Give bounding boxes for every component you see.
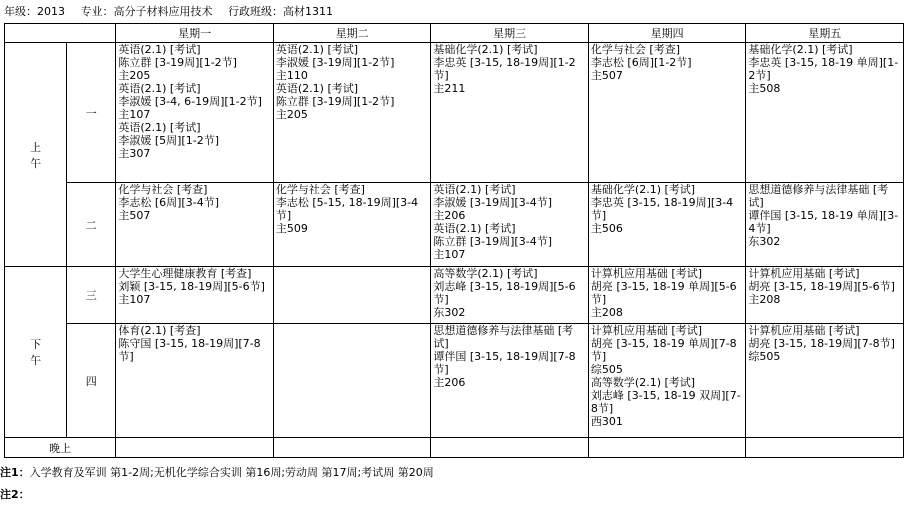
schedule-cell <box>273 267 431 324</box>
course-room: 主107 <box>118 293 151 306</box>
course-room: 主206 <box>433 209 466 222</box>
schedule-cell <box>431 267 589 324</box>
course-entry <box>118 121 271 160</box>
schedule-cell <box>746 183 904 267</box>
schedule-cell <box>431 183 589 267</box>
course-title: 基础化学(2.1) [考试] <box>748 43 853 56</box>
day-header-row <box>5 24 904 43</box>
course-teacher-weeks: 胡亮 [3-15, 18-19 单周][5-6节] <box>590 280 737 306</box>
schedule-cell <box>588 438 746 458</box>
timetable-header <box>0 0 904 23</box>
course-title: 英语(2.1) [考试] <box>118 121 201 134</box>
day-header: 星期二 <box>273 24 431 43</box>
course-room: 主507 <box>118 209 151 222</box>
course-teacher-weeks: 胡亮 [3-15, 18-19周][7-8节] <box>748 337 895 350</box>
course-room: 主208 <box>748 293 781 306</box>
course-title: 英语(2.1) [考试] <box>275 43 359 56</box>
course-teacher-weeks: 陈守国 [3-15, 18-19周][7-8节] <box>118 337 261 363</box>
schedule-cell <box>746 324 904 438</box>
course-title: 思想道德修养与法律基础 [考试] <box>433 324 574 350</box>
course-teacher-weeks: 刘颖 [3-15, 18-19周][5-6节] <box>118 280 265 293</box>
course-title: 化学与社会 [考查] <box>590 43 680 56</box>
course-room: 主110 <box>275 69 308 82</box>
schedule-cell <box>588 183 746 267</box>
course-title: 英语(2.1) [考试] <box>118 82 201 95</box>
course-room: 主206 <box>433 376 466 389</box>
period-row <box>5 267 904 324</box>
course-teacher-weeks: 刘志峰 [3-15, 18-19 双周][7-8节] <box>590 389 741 415</box>
note-2 <box>0 486 30 502</box>
evening-row <box>5 438 904 458</box>
course-entry <box>748 324 901 363</box>
session-afternoon: 下 午 <box>5 267 67 438</box>
course-teacher-weeks: 谭伴国 [3-15, 18-19 单周][3-4节] <box>748 209 899 235</box>
course-entry <box>118 43 271 82</box>
day-header: 星期三 <box>431 24 589 43</box>
period-label: 二 <box>67 183 116 267</box>
grade-label: 年级：2013 <box>4 5 65 18</box>
course-room: 主205 <box>275 108 308 121</box>
schedule-cell <box>431 324 589 438</box>
course-room: 综505 <box>590 363 623 376</box>
course-teacher-weeks: 陈立群 [3-19周][3-4节] <box>433 235 552 248</box>
course-room: 西301 <box>590 415 623 428</box>
schedule-cell <box>746 438 904 458</box>
major-label: 专业：高分子材料应用技术 <box>80 5 213 18</box>
schedule-cell <box>431 43 589 183</box>
course-entry <box>118 183 271 222</box>
note-2-label: 注2： <box>0 488 30 501</box>
course-room: 主507 <box>590 69 623 82</box>
timetable <box>4 23 904 458</box>
course-teacher-weeks: 刘志峰 [3-15, 18-19周][5-6节] <box>433 280 576 306</box>
schedule-cell <box>746 267 904 324</box>
course-entry <box>276 183 429 235</box>
course-teacher-weeks: 胡亮 [3-15, 18-19 单周][7-8节] <box>590 337 737 363</box>
course-teacher-weeks: 李忠英 [3-15, 18-19周][3-4节] <box>590 196 734 222</box>
schedule-cell <box>116 267 274 324</box>
course-title: 化学与社会 [考查] <box>275 183 365 196</box>
class-label: 行政班级：高材1311 <box>228 5 333 18</box>
course-teacher-weeks: 李志松 [6周][3-4节] <box>118 196 219 209</box>
note-1 <box>0 464 434 480</box>
course-title: 思想道德修养与法律基础 [考试] <box>748 183 889 209</box>
schedule-cell <box>273 183 431 267</box>
course-room: 主208 <box>590 306 623 319</box>
course-room: 主509 <box>275 222 308 235</box>
schedule-cell <box>746 43 904 183</box>
day-header: 星期五 <box>746 24 904 43</box>
course-teacher-weeks: 李志松 [6周][1-2节] <box>590 56 692 69</box>
course-title: 计算机应用基础 [考试] <box>748 267 860 280</box>
period-label: 三 <box>67 267 116 324</box>
course-teacher-weeks: 陈立群 [3-19周][1-2节] <box>275 95 395 108</box>
schedule-cell <box>588 43 746 183</box>
schedule-cell <box>588 324 746 438</box>
course-entry <box>433 43 586 95</box>
course-title: 计算机应用基础 [考试] <box>590 267 702 280</box>
course-entry <box>591 183 744 235</box>
course-title: 体育(2.1) [考查] <box>118 324 201 337</box>
course-teacher-weeks: 李淑媛 [5周][1-2节] <box>118 134 219 147</box>
course-entry <box>591 43 744 82</box>
session-evening: 晚上 <box>5 438 116 458</box>
period-label: 一 <box>67 43 116 183</box>
course-title: 英语(2.1) [考试] <box>275 82 359 95</box>
course-entry <box>433 267 586 319</box>
course-room: 主506 <box>590 222 623 235</box>
course-teacher-weeks: 胡亮 [3-15, 18-19周][5-6节] <box>748 280 895 293</box>
period-row <box>5 43 904 183</box>
course-title: 高等数学(2.1) [考试] <box>433 267 538 280</box>
period-label: 四 <box>67 324 116 438</box>
course-room: 东302 <box>433 306 466 319</box>
course-entry <box>276 82 429 121</box>
course-teacher-weeks: 李淑媛 [3-19周][1-2节] <box>275 56 395 69</box>
course-entry <box>433 222 586 261</box>
schedule-cell <box>273 43 431 183</box>
course-title: 计算机应用基础 [考试] <box>590 324 702 337</box>
schedule-cell <box>116 324 274 438</box>
course-title: 英语(2.1) [考试] <box>118 43 201 56</box>
course-title: 英语(2.1) [考试] <box>433 183 516 196</box>
course-title: 基础化学(2.1) [考试] <box>433 43 538 56</box>
course-room: 主107 <box>118 108 151 121</box>
course-teacher-weeks: 李忠英 [3-15, 18-19 单周][1-2节] <box>748 56 899 82</box>
course-room: 主211 <box>433 82 466 95</box>
period-row <box>5 324 904 438</box>
course-entry <box>276 43 429 82</box>
course-room: 综505 <box>748 350 781 363</box>
course-title: 高等数学(2.1) [考试] <box>590 376 696 389</box>
schedule-cell <box>273 438 431 458</box>
note-1-text: 入学教育及军训 第1-2周;无机化学综合实训 第16周;劳动周 第17周;考试周 第20周 <box>29 466 434 479</box>
course-entry <box>591 324 744 376</box>
schedule-cell <box>116 183 274 267</box>
course-title: 基础化学(2.1) [考试] <box>590 183 696 196</box>
course-entry <box>748 183 901 248</box>
schedule-cell <box>588 267 746 324</box>
course-room: 主107 <box>433 248 466 261</box>
course-entry <box>748 43 901 95</box>
day-header: 星期一 <box>116 24 274 43</box>
schedule-cell <box>273 324 431 438</box>
course-title: 化学与社会 [考查] <box>118 183 208 196</box>
course-entry <box>118 82 271 121</box>
course-room: 东302 <box>748 235 781 248</box>
note-1-label: 注1： <box>0 466 30 479</box>
schedule-cell <box>116 43 274 183</box>
course-title: 大学生心理健康教育 [考查] <box>118 267 252 280</box>
course-teacher-weeks: 李志松 [5-15, 18-19周][3-4节] <box>275 196 419 222</box>
course-teacher-weeks: 陈立群 [3-19周][1-2节] <box>118 56 237 69</box>
course-teacher-weeks: 李忠英 [3-15, 18-19周][1-2节] <box>433 56 576 82</box>
course-entry <box>591 376 744 428</box>
course-title: 计算机应用基础 [考试] <box>748 324 860 337</box>
corner-cell <box>5 24 116 43</box>
course-room: 主307 <box>118 147 151 160</box>
course-entry <box>748 267 901 306</box>
course-entry <box>118 324 271 363</box>
course-teacher-weeks: 谭伴国 [3-15, 18-19周][7-8节] <box>433 350 576 376</box>
course-entry <box>433 324 586 389</box>
schedule-cell <box>116 438 274 458</box>
course-entry <box>118 267 271 306</box>
course-room: 主508 <box>748 82 781 95</box>
session-morning: 上 午 <box>5 43 67 267</box>
course-teacher-weeks: 李淑媛 [3-19周][3-4节] <box>433 196 552 209</box>
course-teacher-weeks: 李淑媛 [3-4, 6-19周][1-2节] <box>118 95 262 108</box>
course-room: 主205 <box>118 69 151 82</box>
course-entry <box>591 267 744 319</box>
course-entry <box>433 183 586 222</box>
day-header: 星期四 <box>588 24 746 43</box>
period-row <box>5 183 904 267</box>
schedule-cell <box>431 438 589 458</box>
course-title: 英语(2.1) [考试] <box>433 222 516 235</box>
